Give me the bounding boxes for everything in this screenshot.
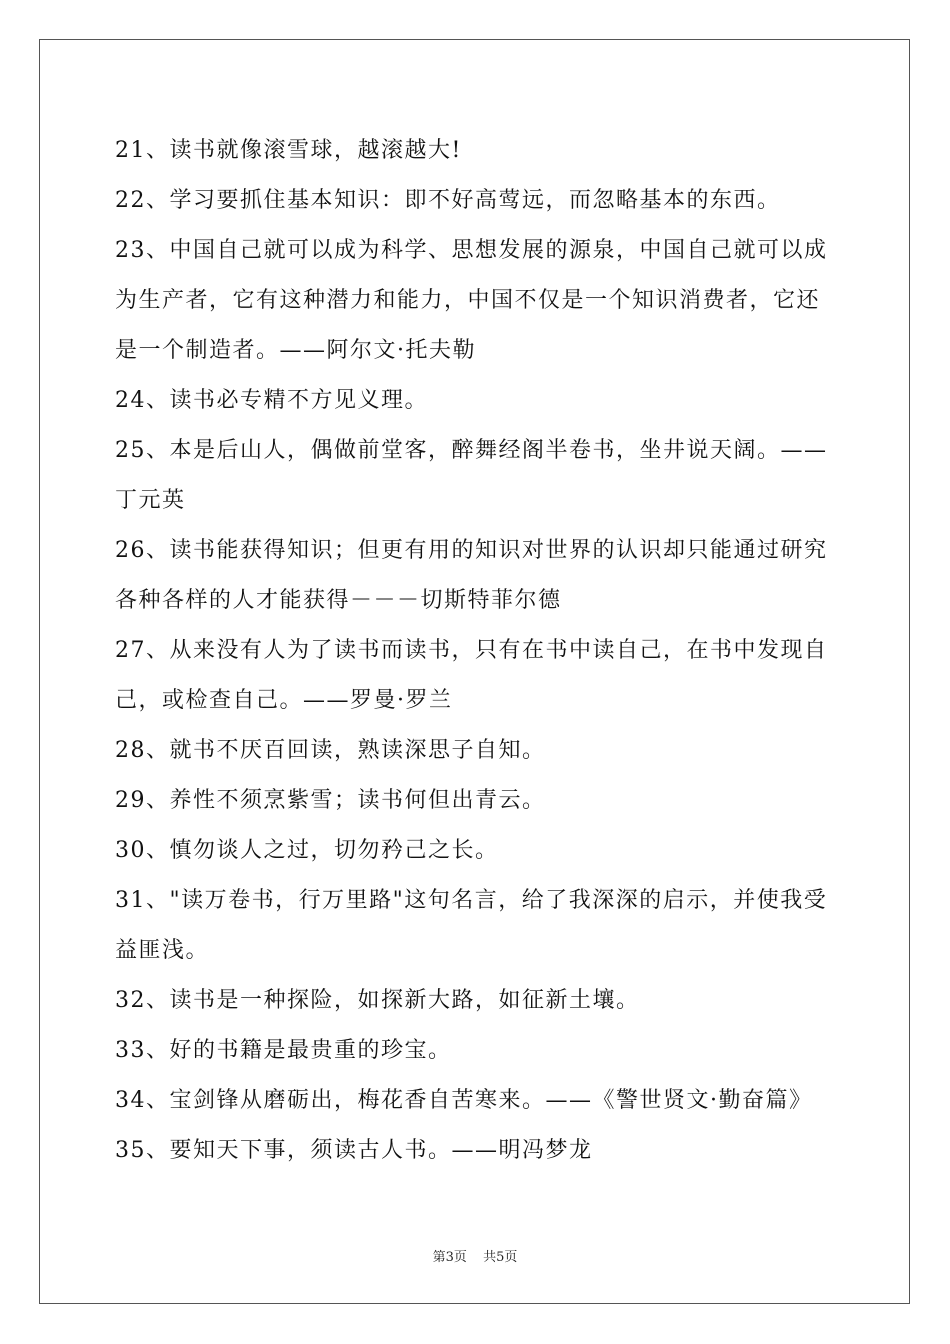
text-line: 29、养性不须烹紫雪；读书何但出青云。 bbox=[115, 788, 546, 813]
text-line: 30、慎勿谈人之过，切勿矜己之长。 bbox=[115, 838, 499, 863]
text-line: 31、"读万卷书，行万里路"这句名言，给了我深深的启示，并使我受 bbox=[115, 888, 828, 913]
page-number: 第3页 bbox=[432, 1250, 467, 1265]
text-line: 各种各样的人才能获得－－－切斯特菲尔德 bbox=[115, 588, 562, 613]
text-line: 24、读书必专精不方见义理。 bbox=[115, 388, 428, 413]
text-line: 丁元英 bbox=[115, 488, 186, 513]
document-body bbox=[115, 126, 840, 1176]
text-line: 32、读书是一种探险，如探新大路，如征新土壤。 bbox=[115, 988, 640, 1013]
text-line: 益匪浅。 bbox=[115, 938, 210, 963]
text-line: 27、从来没有人为了读书而读书，只有在书中读自己，在书中发现自 bbox=[115, 638, 828, 663]
text-line: 35、要知天下事，须读古人书。——明冯梦龙 bbox=[115, 1138, 593, 1163]
text-line: 23、中国自己就可以成为科学、思想发展的源泉，中国自己就可以成 bbox=[115, 238, 828, 263]
text-line: 21、读书就像滚雪球，越滚越大! bbox=[115, 138, 462, 163]
text-line: 22、学习要抓住基本知识：即不好高莺远，而忽略基本的东西。 bbox=[115, 188, 781, 213]
text-line: 33、好的书籍是最贵重的珍宝。 bbox=[115, 1038, 452, 1063]
text-line: 25、本是后山人，偶做前堂客，醉舞经阁半卷书，坐井说天阔。—— bbox=[115, 438, 828, 463]
page-footer bbox=[0, 1246, 950, 1265]
text-line: 是一个制造者。——阿尔文·托夫勒 bbox=[115, 338, 476, 363]
page-total: 共5页 bbox=[483, 1250, 518, 1265]
text-line: 34、宝剑锋从磨砺出，梅花香自苦寒来。——《警世贤文·勤奋篇》 bbox=[115, 1088, 813, 1113]
text-line: 26、读书能获得知识；但更有用的知识对世界的认识却只能通过研究 bbox=[115, 538, 828, 563]
text-line: 28、就书不厌百回读，熟读深思子自知。 bbox=[115, 738, 546, 763]
text-line: 己，或检查自己。——罗曼·罗兰 bbox=[115, 688, 453, 713]
text-line: 为生产者，它有这种潜力和能力，中国不仅是一个知识消费者，它还 bbox=[115, 288, 821, 313]
